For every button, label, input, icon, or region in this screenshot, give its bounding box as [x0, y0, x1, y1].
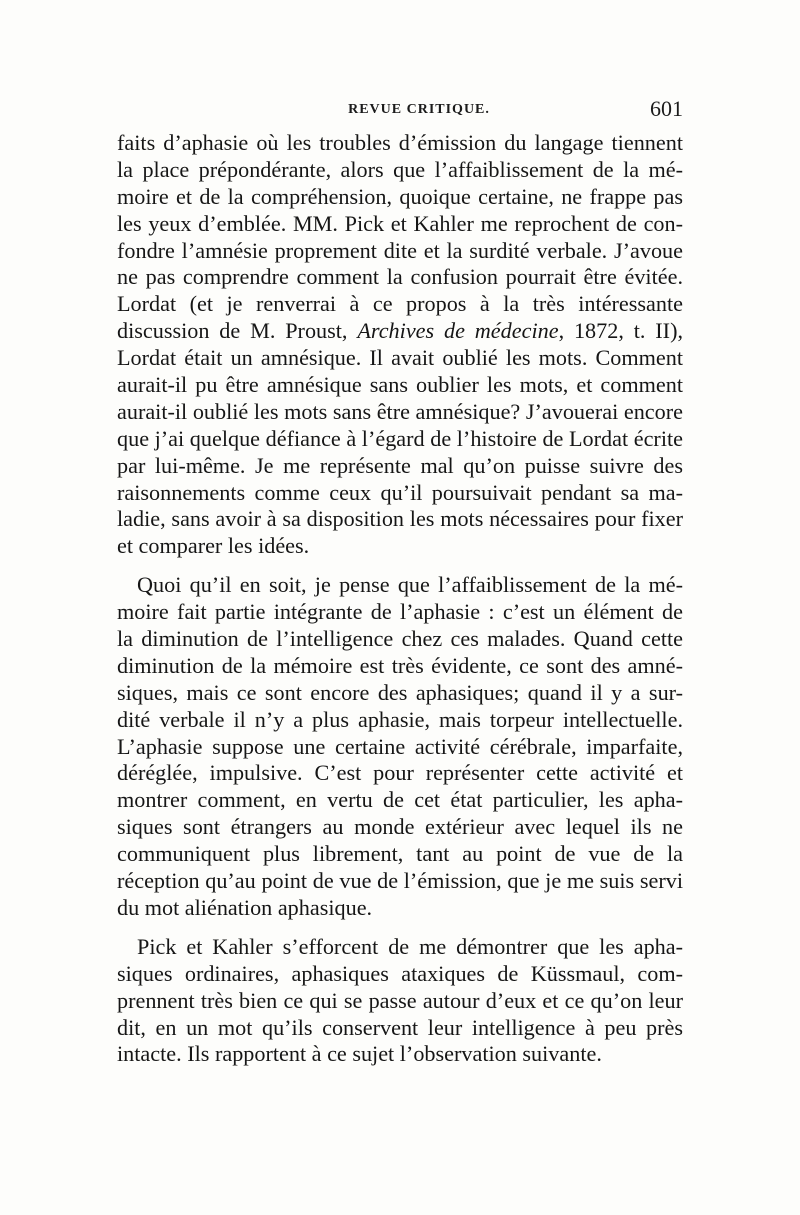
- text-line: diminution de la mémoire est très évidente, ce sont des amné-: [117, 652, 683, 678]
- text-line: aurait-il pu être amnésique sans oublier les mots, et comment: [117, 372, 683, 398]
- text-line: et comparer les idées.: [117, 533, 310, 559]
- text-line: moire fait partie intégrante de l’aphasie : c’est un élément de: [117, 599, 683, 625]
- text-line: L’aphasie suppose une certaine activité cérébrale, imparfaite,: [117, 733, 683, 759]
- text-line: siques ordinaires, aphasiques ataxiques de Küssmaul, com-: [117, 960, 683, 986]
- text-line: du mot aliénation aphasique.: [117, 894, 373, 920]
- text-line: les yeux d’emblée. MM. Pick et Kahler me reprochent de con-: [117, 210, 683, 236]
- running-head: REVUE CRITIQUE.: [348, 102, 490, 117]
- text-line: communiquent plus librement, tant au point de vue de la: [117, 841, 683, 867]
- text-line: siques, mais ce sont encore des aphasiques; quand il y a sur-: [117, 679, 683, 705]
- paragraph-gap: [117, 922, 683, 934]
- text-line: Quoi qu’il en soit, je pense que l’affaiblissement de la mé-: [137, 572, 683, 598]
- text-line: la diminution de l’intelligence chez ces malades. Quand cette: [117, 626, 683, 652]
- text-line: dité verbale il n’y a plus aphasie, mais torpeur intellectuelle.: [117, 706, 683, 732]
- page-header: [115, 96, 683, 126]
- text-line: fondre l’amnésie proprement dite et la surdité verbale. J’avoue: [117, 237, 683, 263]
- text-line: Lordat (et je renverrai à ce propos à la très intéressante: [117, 291, 683, 317]
- text-segment: discussion de M. Proust,: [117, 318, 358, 344]
- page-number: 601: [650, 96, 683, 121]
- text-line: moire et de la compréhension, quoique certaine, ne frappe pas: [117, 183, 683, 209]
- text-line: prennent très bien ce qui se passe autour d’eux et ce qu’on leur: [117, 987, 683, 1013]
- paragraph: [117, 130, 683, 560]
- text-line: réception qu’au point de vue de l’émission, que je me suis servi: [117, 868, 683, 894]
- body-text: [117, 130, 683, 1068]
- text-line: Lordat était un amnésique. Il avait oublié les mots. Comment: [117, 345, 683, 371]
- text-line: déréglée, impulsive. C’est pour représenter cette activité et: [117, 760, 683, 786]
- text-line: [117, 318, 683, 345]
- text-line: que j’ai quelque défiance à l’égard de l’histoire de Lordat écrite: [117, 425, 683, 451]
- text-line: dit, en un mot qu’ils conservent leur intelligence à peu près: [117, 1014, 683, 1040]
- text-line: siques sont étrangers au monde extérieur avec lequel ils ne: [117, 814, 683, 840]
- text-line: montrer comment, en vertu de cet état particulier, les apha-: [117, 787, 683, 813]
- text-line: ne pas comprendre comment la confusion pourrait être évitée.: [117, 264, 683, 290]
- text-line: Pick et Kahler s’efforcent de me démontrer que les apha-: [137, 933, 683, 959]
- paragraph: [117, 934, 683, 1068]
- paragraph-gap: [117, 560, 683, 572]
- paragraph: [117, 572, 683, 922]
- text-line: par lui-même. Je me représente mal qu’on puisse suivre des: [117, 452, 683, 478]
- text-line: faits d’aphasie où les troubles d’émission du langage tiennent: [117, 130, 683, 155]
- text-segment: , 1872, t. II),: [558, 318, 684, 344]
- text-line: aurait-il oublié les mots sans être amnésique? J’avouerai encore: [117, 398, 683, 424]
- journal-title: Archives de médecine: [357, 318, 559, 344]
- text-line: raisonnements comme ceux qu’il poursuivait pendant sa ma-: [117, 479, 683, 505]
- text-line: intacte. Ils rapportent à ce sujet l’observation suivante.: [117, 1041, 602, 1067]
- text-line: ladie, sans avoir à sa disposition les mots nécessaires pour fixer: [117, 506, 683, 532]
- text-line: la place prépondérante, alors que l’affaiblissement de la mé-: [117, 156, 683, 182]
